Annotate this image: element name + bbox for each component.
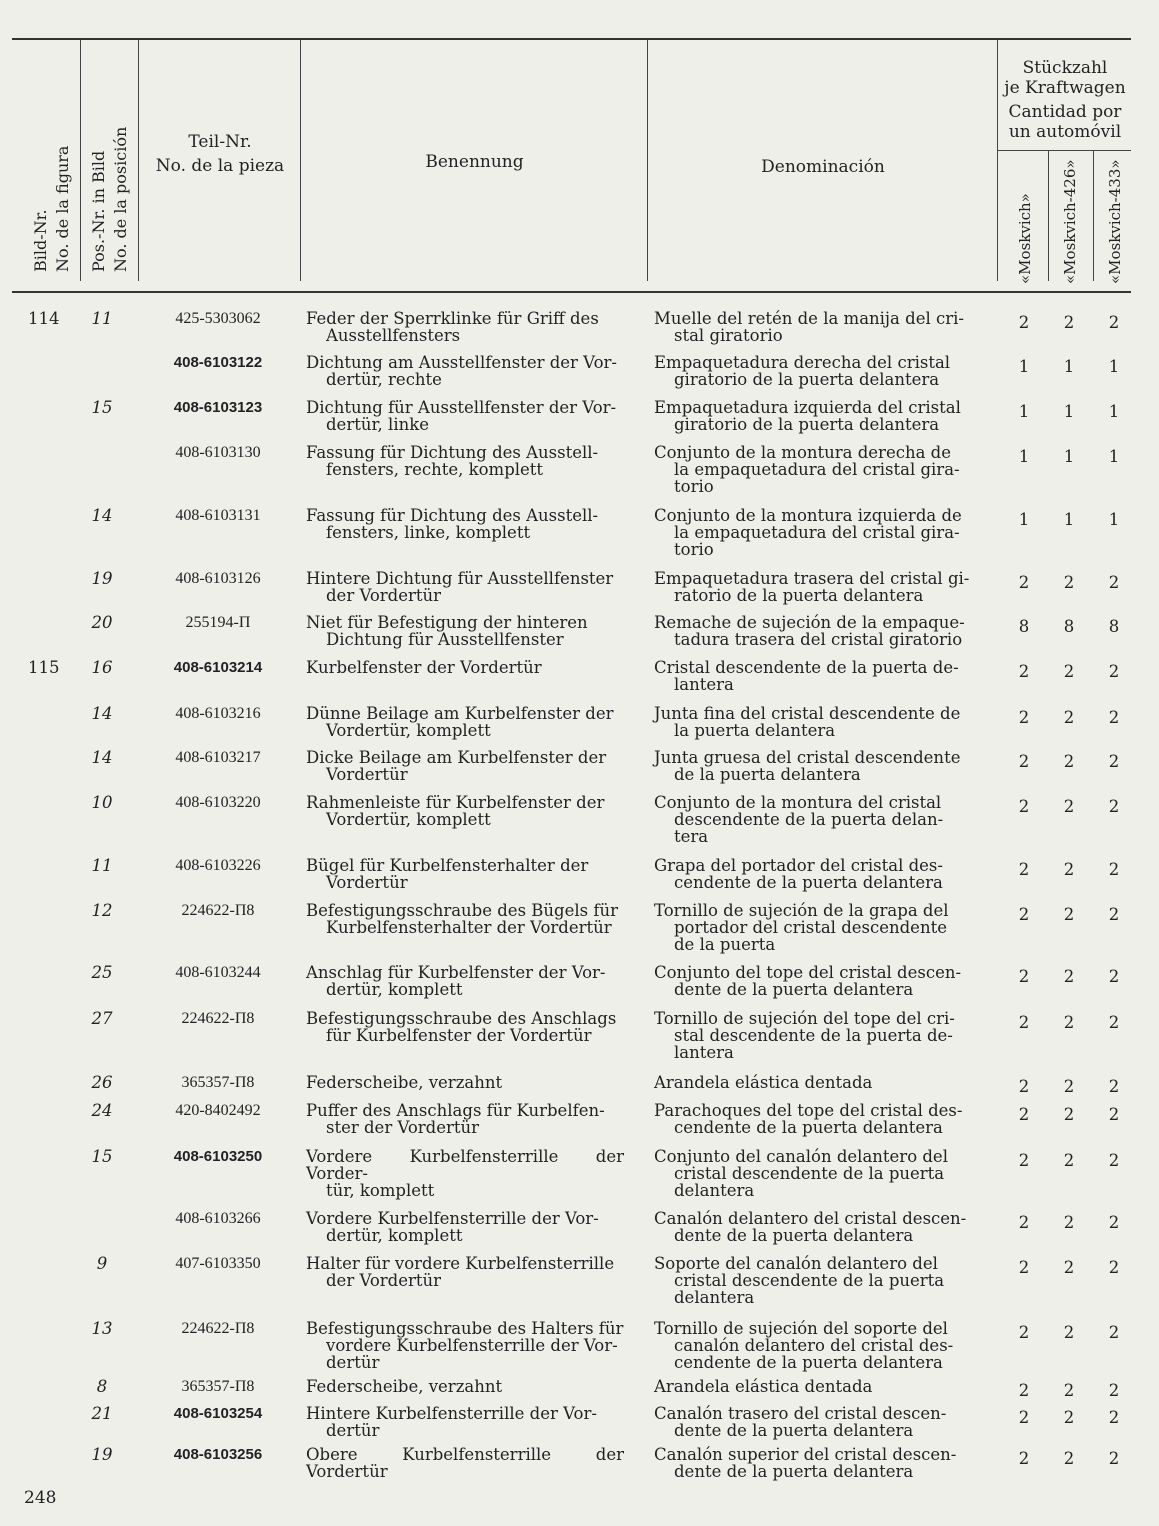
quantity-cell: 2 (1018, 1213, 1030, 1232)
denominacion-cell (654, 1320, 972, 1371)
quantity-cell: 2 (1063, 1408, 1075, 1427)
denominacion-cell (654, 507, 972, 558)
denominacion-line: giratorio de la puerta delantera (674, 370, 940, 389)
benennung-cell (306, 964, 624, 998)
benennung-line: Vordere Kurbelfensterrille der Vor- (306, 1209, 599, 1228)
denominacion-line: Canalón superior del cristal descen- (654, 1445, 957, 1464)
denominacion-cell (654, 902, 972, 953)
quantity-cell: 1 (1018, 357, 1030, 376)
benennung-line: Hintere Kurbelfensterrille der Vor- (306, 1404, 597, 1423)
quantity-cell: 2 (1063, 313, 1075, 332)
quantity-cell: 2 (1063, 797, 1075, 816)
benennung-line: Hintere Dichtung für Ausstellfenster (306, 569, 614, 588)
benennung-line: dertür, komplett (326, 1226, 463, 1245)
quantity-cell: 2 (1063, 573, 1075, 592)
column-divider (1093, 150, 1094, 281)
benennung-cell (306, 659, 624, 676)
pos-nr-cell: 14 (91, 506, 113, 525)
quantity-cell: 2 (1018, 967, 1030, 986)
benennung-line: Halter für vordere Kurbelfensterrille (306, 1254, 615, 1273)
quantity-cell: 2 (1108, 905, 1120, 924)
denominacion-line: Arandela elástica dentada (654, 1377, 873, 1396)
quantity-cell: 1 (1063, 510, 1075, 529)
benennung-cell (306, 1405, 624, 1439)
benennung-cell (306, 310, 624, 344)
benennung-line: Vordertür (326, 765, 408, 784)
pos-nr-cell: 14 (91, 704, 113, 723)
quantity-cell: 2 (1108, 1449, 1120, 1468)
denominacion-line: cendente de la puerta delantera (674, 873, 943, 892)
quantity-cell: 2 (1018, 313, 1030, 332)
denominacion-line: Parachoques del tope del cristal des- (654, 1101, 963, 1120)
quantity-cell: 2 (1018, 752, 1030, 771)
header-no-posicion: No. de la posición (111, 126, 130, 272)
denominacion-line: delantera (674, 1288, 755, 1307)
quantity-cell: 2 (1108, 967, 1120, 986)
denominacion-line: ratorio de la puerta delantera (674, 586, 924, 605)
denominacion-line: dente de la puerta delantera (674, 1462, 914, 1481)
denominacion-line: Tornillo de sujeción del tope del cri- (654, 1009, 955, 1028)
benennung-cell (306, 354, 624, 388)
denominacion-cell (654, 964, 972, 998)
part-number-cell: 408-6103250 (173, 1148, 263, 1165)
quantity-header-rule (998, 150, 1131, 151)
quantity-cell: 1 (1108, 510, 1120, 529)
denominacion-cell (654, 1148, 972, 1199)
quantity-cell: 2 (1018, 1013, 1030, 1032)
pos-nr-cell: 10 (91, 793, 113, 812)
part-number-cell: 408-6103126 (175, 570, 261, 587)
denominacion-line: Empaquetadura derecha del cristal (654, 353, 951, 372)
quantity-cell: 2 (1108, 662, 1120, 681)
denominacion-line: Muelle del retén de la manija del cri- (654, 309, 964, 328)
pos-nr-cell: 21 (91, 1404, 113, 1423)
pos-nr-cell: 11 (91, 856, 113, 875)
quantity-cell: 2 (1108, 573, 1120, 592)
denominacion-cell (654, 1255, 972, 1306)
pos-nr-cell: 27 (91, 1009, 113, 1028)
denominacion-line: tera (674, 827, 709, 846)
denominacion-line: de la puerta delantera (674, 765, 861, 784)
benennung-cell (306, 857, 624, 891)
denominacion-line: Tornillo de sujeción de la grapa del (654, 901, 949, 920)
benennung-cell (306, 705, 624, 739)
denominacion-cell (654, 310, 972, 344)
benennung-line: vordere Kurbelfensterrille der Vor- (326, 1336, 618, 1355)
benennung-line: Niet für Befestigung der hinteren (306, 613, 588, 632)
denominacion-cell (654, 705, 972, 739)
part-number-cell: 365357-П8 (181, 1074, 255, 1091)
benennung-line: Befestigungsschraube des Anschlags (306, 1009, 617, 1028)
benennung-cell (306, 1102, 624, 1136)
denominacion-cell (654, 749, 972, 783)
part-number-cell: 224622-П8 (181, 1320, 255, 1337)
denominacion-line: cendente de la puerta delantera (674, 1118, 943, 1137)
header-benennung: Benennung (425, 152, 524, 172)
quantity-cell: 2 (1018, 1449, 1030, 1468)
quantity-cell: 1 (1108, 402, 1120, 421)
denominacion-line: Empaquetadura izquierda del cristal (654, 398, 961, 417)
benennung-cell (306, 1378, 624, 1395)
quantity-cell: 2 (1108, 1323, 1120, 1342)
quantity-cell: 2 (1018, 1323, 1030, 1342)
benennung-line: Feder der Sperrklinke für Griff des (306, 309, 599, 328)
denominacion-line: cristal descendente de la puerta (674, 1164, 945, 1183)
benennung-line: Bügel für Kurbelfensterhalter der (306, 856, 589, 875)
part-number-cell: 408-6103256 (173, 1446, 263, 1463)
denominacion-line: Conjunto de la montura del cristal (654, 793, 942, 812)
quantity-cell: 2 (1018, 1077, 1030, 1096)
header-top-rule (12, 38, 1131, 40)
part-number-cell: 224622-П8 (181, 902, 255, 919)
denominacion-cell (654, 354, 972, 388)
denominacion-line: Conjunto del tope del cristal descen- (654, 963, 962, 982)
benennung-line: Vordertür, komplett (326, 721, 491, 740)
pos-nr-cell: 20 (91, 613, 113, 632)
denominacion-line: torio (674, 540, 714, 559)
quantity-cell: 2 (1063, 1449, 1075, 1468)
quantity-cell: 2 (1018, 662, 1030, 681)
denominacion-line: cristal descendente de la puerta (674, 1271, 945, 1290)
benennung-cell (306, 1320, 624, 1371)
denominacion-line: portador del cristal descendente (674, 918, 947, 937)
denominacion-cell (654, 794, 972, 845)
quantity-cell: 2 (1108, 708, 1120, 727)
denominacion-cell (654, 444, 972, 495)
denominacion-line: descendente de la puerta delan- (674, 810, 944, 829)
pos-nr-cell: 12 (91, 901, 113, 920)
denominacion-line: la puerta delantera (674, 721, 836, 740)
pos-nr-cell: 8 (96, 1377, 108, 1396)
denominacion-line: Conjunto de la montura izquierda de (654, 506, 962, 525)
benennung-line: Befestigungsschraube des Halters für (306, 1319, 624, 1338)
part-number-cell: 408-6103217 (175, 749, 261, 766)
pos-nr-cell: 19 (91, 569, 113, 588)
column-divider (138, 40, 139, 281)
pos-nr-cell: 14 (91, 748, 113, 767)
denominacion-cell (654, 857, 972, 891)
pos-nr-cell: 24 (91, 1101, 113, 1120)
benennung-line: Fassung für Dichtung des Ausstell- (306, 506, 599, 525)
quantity-cell: 2 (1063, 708, 1075, 727)
column-divider (997, 40, 998, 281)
benennung-cell (306, 570, 624, 604)
benennung-cell (306, 1446, 624, 1480)
benennung-cell (306, 1255, 624, 1289)
quantity-cell: 2 (1108, 1013, 1120, 1032)
benennung-cell (306, 444, 624, 478)
denominacion-line: Canalón trasero del cristal descen- (654, 1404, 947, 1423)
denominacion-line: delantera (674, 1181, 755, 1200)
header-pos-nr: Pos.-Nr. in Bild (89, 150, 108, 272)
denominacion-line: la empaquetadura del cristal gira- (674, 523, 960, 542)
part-number-cell: 425-5303062 (175, 310, 261, 327)
benennung-cell (306, 507, 624, 541)
benennung-cell (306, 1148, 624, 1199)
quantity-cell: 2 (1063, 860, 1075, 879)
quantity-cell: 2 (1063, 1323, 1075, 1342)
benennung-cell (306, 1210, 624, 1244)
denominacion-line: torio (674, 477, 714, 496)
benennung-line: Kurbelfenster der Vordertür (306, 658, 542, 677)
column-divider (647, 40, 648, 281)
pos-nr-cell: 25 (91, 963, 113, 982)
header-model-moskvich: «Moskvich» (1016, 193, 1034, 284)
quantity-cell: 2 (1108, 1213, 1120, 1232)
benennung-line: Dichtung am Ausstellfenster der Vor- (306, 353, 617, 372)
benennung-line: dertür, komplett (326, 980, 463, 999)
benennung-line: Federscheibe, verzahnt (306, 1073, 503, 1092)
header-no-figura: No. de la figura (53, 145, 72, 272)
quantity-cell: 2 (1063, 1151, 1075, 1170)
part-number-cell: 408-6103131 (175, 507, 261, 524)
denominacion-line: Cristal descendente de la puerta de- (654, 658, 959, 677)
page-number: 248 (24, 1488, 57, 1508)
benennung-cell (306, 399, 624, 433)
denominacion-cell (654, 659, 972, 693)
quantity-cell: 2 (1108, 1077, 1120, 1096)
denominacion-cell (654, 1074, 972, 1091)
benennung-line: Vordertür, komplett (326, 810, 491, 829)
pos-nr-cell: 9 (96, 1254, 108, 1273)
benennung-line: ster der Vordertür (326, 1118, 480, 1137)
bild-nr-cell: 114 (28, 309, 60, 328)
quantity-cell: 2 (1108, 313, 1120, 332)
denominacion-line: tadura trasera del cristal giratorio (674, 630, 963, 649)
denominacion-line: lantera (674, 1043, 734, 1062)
pos-nr-cell: 15 (91, 398, 113, 417)
denominacion-line: Junta fina del cristal descendente de (654, 704, 961, 723)
benennung-line: Anschlag für Kurbelfenster der Vor- (306, 963, 606, 982)
quantity-cell: 2 (1108, 1105, 1120, 1124)
quantity-cell: 2 (1018, 1381, 1030, 1400)
part-number-cell: 420-8402492 (175, 1102, 261, 1119)
quantity-cell: 2 (1018, 797, 1030, 816)
denominacion-cell (654, 1446, 972, 1480)
benennung-line: Dichtung für Ausstellfenster der Vor- (306, 398, 617, 417)
denominacion-cell (654, 614, 972, 648)
quantity-cell: 2 (1018, 708, 1030, 727)
benennung-cell (306, 1074, 624, 1091)
header-teil-nr: Teil-Nr. No. de la pieza (155, 132, 285, 176)
quantity-cell: 2 (1108, 1408, 1120, 1427)
benennung-line: Vordere Kurbelfensterrille der Vorder- (306, 1147, 624, 1183)
quantity-cell: 2 (1108, 1151, 1120, 1170)
benennung-line: Befestigungsschraube des Bügels für (306, 901, 618, 920)
header-denominacion: Denominación (761, 157, 885, 177)
quantity-cell: 2 (1063, 905, 1075, 924)
denominacion-line: Junta gruesa del cristal descendente (654, 748, 961, 767)
pos-nr-cell: 15 (91, 1147, 113, 1166)
denominacion-line: Conjunto de la montura derecha de (654, 443, 951, 462)
quantity-cell: 2 (1063, 1105, 1075, 1124)
denominacion-line: giratorio de la puerta delantera (674, 415, 940, 434)
denominacion-line: la empaquetadura del cristal gira- (674, 460, 960, 479)
quantity-cell: 8 (1063, 617, 1075, 636)
benennung-line: dertür (326, 1421, 380, 1440)
denominacion-line: dente de la puerta delantera (674, 980, 914, 999)
benennung-line: Ausstellfensters (326, 326, 461, 345)
denominacion-line: Soporte del canalón delantero del (654, 1254, 938, 1273)
denominacion-line: Arandela elástica dentada (654, 1073, 873, 1092)
quantity-cell: 2 (1063, 1213, 1075, 1232)
quantity-cell: 2 (1108, 797, 1120, 816)
benennung-line: der Vordertür (326, 1271, 442, 1290)
quantity-cell: 1 (1108, 357, 1120, 376)
benennung-cell (306, 614, 624, 648)
quantity-cell: 2 (1063, 662, 1075, 681)
denominacion-line: stal giratorio (674, 326, 783, 345)
part-number-cell: 408-6103220 (175, 794, 261, 811)
benennung-line: Vordertür (326, 873, 408, 892)
denominacion-cell (654, 1102, 972, 1136)
benennung-line: fensters, rechte, komplett (326, 460, 544, 479)
part-number-cell: 408-6103122 (173, 354, 263, 371)
denominacion-line: lantera (674, 675, 734, 694)
quantity-cell: 2 (1108, 1258, 1120, 1277)
benennung-line: Fassung für Dichtung des Ausstell- (306, 443, 599, 462)
header-stueckzahl: Stückzahl je Kraftwagen Cantidad por un automóvil (1004, 58, 1126, 142)
denominacion-line: cendente de la puerta delantera (674, 1353, 943, 1372)
denominacion-line: dente de la puerta delantera (674, 1421, 914, 1440)
part-number-cell: 255194-П (185, 614, 251, 631)
benennung-line: Dünne Beilage am Kurbelfenster der (306, 704, 614, 723)
header-bottom-rule (12, 291, 1131, 293)
part-number-cell: 224622-П8 (181, 1010, 255, 1027)
benennung-cell (306, 749, 624, 783)
benennung-line: dertür, linke (326, 415, 429, 434)
part-number-cell: 408-6103244 (175, 964, 261, 981)
header-model-moskvich-433: «Moskvich-433» (1106, 159, 1124, 284)
quantity-cell: 2 (1108, 1381, 1120, 1400)
part-number-cell: 408-6103266 (175, 1210, 261, 1227)
benennung-cell (306, 902, 624, 936)
bild-nr-cell: 115 (28, 658, 60, 677)
benennung-line: Dichtung für Ausstellfenster (326, 630, 564, 649)
part-number-cell: 407-6103350 (175, 1255, 261, 1272)
quantity-cell: 2 (1063, 967, 1075, 986)
pos-nr-cell: 16 (91, 658, 113, 677)
quantity-cell: 1 (1063, 357, 1075, 376)
pos-nr-cell: 19 (91, 1445, 113, 1464)
pos-nr-cell: 11 (91, 309, 113, 328)
quantity-cell: 2 (1018, 1151, 1030, 1170)
denominacion-line: canalón delantero del cristal des- (674, 1336, 954, 1355)
header-model-moskvich-426: «Moskvich-426» (1061, 159, 1079, 284)
denominacion-cell (654, 1378, 972, 1395)
part-number-cell: 408-6103226 (175, 857, 261, 874)
denominacion-line: de la puerta (674, 935, 776, 954)
quantity-cell: 2 (1063, 752, 1075, 771)
quantity-cell: 8 (1018, 617, 1030, 636)
header-bild-nr: Bild-Nr. (31, 209, 50, 272)
quantity-cell: 2 (1018, 573, 1030, 592)
denominacion-line: Conjunto del canalón delantero del (654, 1147, 948, 1166)
quantity-cell: 2 (1063, 1258, 1075, 1277)
quantity-cell: 2 (1108, 752, 1120, 771)
quantity-cell: 1 (1018, 510, 1030, 529)
benennung-line: Kurbelfensterhalter der Vordertür (326, 918, 612, 937)
benennung-line: Puffer des Anschlags für Kurbelfen- (306, 1101, 605, 1120)
denominacion-line: stal descendente de la puerta de- (674, 1026, 953, 1045)
benennung-line: dertür (326, 1353, 380, 1372)
part-number-cell: 408-6103123 (173, 399, 263, 416)
benennung-line: der Vordertür (326, 586, 442, 605)
quantity-cell: 8 (1108, 617, 1120, 636)
quantity-cell: 2 (1018, 860, 1030, 879)
denominacion-line: dente de la puerta delantera (674, 1226, 914, 1245)
benennung-line: dertür, rechte (326, 370, 442, 389)
quantity-cell: 1 (1018, 402, 1030, 421)
column-divider (80, 40, 81, 281)
quantity-cell: 2 (1018, 905, 1030, 924)
quantity-cell: 1 (1063, 402, 1075, 421)
denominacion-cell (654, 1210, 972, 1244)
part-number-cell: 408-6103214 (173, 659, 263, 676)
denominacion-line: Remache de sujeción de la empaque- (654, 613, 965, 632)
denominacion-cell (654, 1405, 972, 1439)
denominacion-cell (654, 1010, 972, 1061)
quantity-cell: 2 (1063, 1077, 1075, 1096)
part-number-cell: 408-6103216 (175, 705, 261, 722)
quantity-cell: 1 (1108, 447, 1120, 466)
pos-nr-cell: 26 (91, 1073, 113, 1092)
quantity-cell: 1 (1018, 447, 1030, 466)
benennung-line: Federscheibe, verzahnt (306, 1377, 503, 1396)
quantity-cell: 2 (1063, 1381, 1075, 1400)
part-number-cell: 365357-П8 (181, 1378, 255, 1395)
benennung-line: Dicke Beilage am Kurbelfenster der (306, 748, 607, 767)
benennung-line: fensters, linke, komplett (326, 523, 531, 542)
part-number-cell: 408-6103130 (175, 444, 261, 461)
quantity-cell: 2 (1108, 860, 1120, 879)
denominacion-line: Empaquetadura trasera del cristal gi- (654, 569, 970, 588)
denominacion-cell (654, 570, 972, 604)
benennung-cell (306, 794, 624, 828)
column-divider (1048, 150, 1049, 281)
quantity-cell: 1 (1063, 447, 1075, 466)
quantity-cell: 2 (1018, 1408, 1030, 1427)
denominacion-cell (654, 399, 972, 433)
denominacion-line: Canalón delantero del cristal descen- (654, 1209, 967, 1228)
benennung-line: tür, komplett (326, 1181, 435, 1200)
quantity-cell: 2 (1063, 1013, 1075, 1032)
column-divider (300, 40, 301, 281)
benennung-line: Obere Kurbelfensterrille der Vordertür (306, 1445, 624, 1481)
benennung-line: Rahmenleiste für Kurbelfenster der (306, 793, 605, 812)
quantity-cell: 2 (1018, 1258, 1030, 1277)
denominacion-line: Grapa del portador del cristal des- (654, 856, 943, 875)
benennung-line: für Kurbelfenster der Vordertür (326, 1026, 592, 1045)
part-number-cell: 408-6103254 (173, 1405, 263, 1422)
denominacion-line: Tornillo de sujeción del soporte del (654, 1319, 948, 1338)
benennung-cell (306, 1010, 624, 1044)
pos-nr-cell: 13 (91, 1319, 113, 1338)
quantity-cell: 2 (1018, 1105, 1030, 1124)
